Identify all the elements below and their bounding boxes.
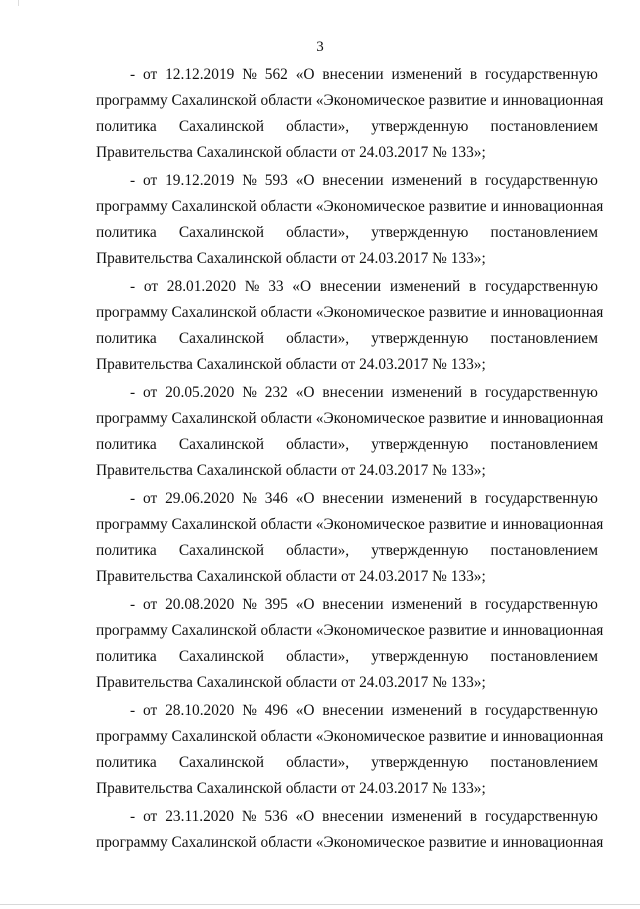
entry-government-line: Правительства Сахалинской области от 24.03.2017 № 133»; — [96, 674, 486, 691]
word: государственную — [484, 172, 598, 189]
word: - — [130, 490, 136, 507]
word: 593 — [264, 172, 288, 189]
word: постановлением — [490, 542, 598, 559]
word: 536 — [264, 808, 288, 825]
word: - — [130, 278, 136, 295]
word: внесении — [322, 66, 384, 83]
word: 562 — [264, 66, 288, 83]
entry-government-line: Правительства Сахалинской области от 24.03.2017 № 133»; — [96, 356, 486, 373]
word: политика — [96, 330, 157, 347]
word: № — [242, 490, 257, 507]
word: постановлением — [490, 754, 598, 771]
word: государственную — [484, 702, 598, 719]
word: Сахалинской — [178, 118, 264, 135]
word: 12.12.2019 — [165, 66, 235, 83]
entry-program-line: программу Сахалинской области «Экономическое развитие и инновационная — [96, 516, 604, 533]
word: в — [469, 384, 478, 401]
word: № — [244, 278, 260, 295]
entry-policy-line — [96, 644, 598, 670]
entry-policy-line — [96, 750, 598, 776]
word: изменений — [389, 278, 461, 295]
word: государственную — [485, 278, 598, 295]
entry-first-line — [96, 592, 598, 618]
word: «О — [295, 172, 315, 189]
word: от — [143, 808, 158, 825]
amendment-entry — [96, 592, 604, 696]
entry-first-line — [96, 380, 598, 406]
document-body — [96, 62, 604, 856]
word: № — [242, 384, 257, 401]
word: 23.11.2020 — [165, 808, 234, 825]
entry-first-line — [96, 168, 598, 194]
word: политика — [96, 224, 157, 241]
scan-artifact — [18, 0, 19, 6]
word: внесении — [322, 808, 384, 825]
word: постановлением — [490, 118, 598, 135]
amendment-entry — [96, 274, 604, 378]
word: постановлением — [490, 330, 598, 347]
word: политика — [96, 754, 157, 771]
word: изменений — [391, 66, 462, 83]
word: изменений — [391, 596, 462, 613]
entry-government-line: Правительства Сахалинской области от 24.03.2017 № 133»; — [96, 568, 486, 585]
word: 28.01.2020 — [166, 278, 237, 295]
word: в — [469, 596, 478, 613]
word: 346 — [264, 490, 288, 507]
word: области», — [286, 330, 350, 347]
entry-policy-line — [96, 114, 598, 140]
word: изменений — [391, 490, 462, 507]
word: Сахалинской — [178, 648, 264, 665]
amendment-entry — [96, 698, 604, 802]
entry-policy-line — [96, 326, 598, 352]
word: - — [130, 702, 136, 719]
word: изменений — [391, 384, 462, 401]
word: 395 — [264, 596, 288, 613]
amendment-entry — [96, 804, 604, 856]
word: внесении — [322, 702, 384, 719]
word: Сахалинской — [178, 224, 264, 241]
entry-first-line — [96, 274, 598, 300]
word: № — [242, 172, 257, 189]
word: внесении — [322, 172, 384, 189]
word: внесении — [319, 278, 382, 295]
word: 232 — [264, 384, 288, 401]
word: внесении — [322, 384, 384, 401]
word: 29.06.2020 — [165, 490, 235, 507]
word: государственную — [484, 490, 598, 507]
entry-government-line: Правительства Сахалинской области от 24.03.2017 № 133»; — [96, 780, 486, 797]
word: - — [130, 808, 136, 825]
word: от — [143, 384, 158, 401]
word: утвержденную — [371, 754, 469, 771]
word: области», — [286, 648, 350, 665]
word: политика — [96, 648, 157, 665]
word: изменений — [391, 808, 462, 825]
word: № — [242, 702, 257, 719]
word: от — [143, 702, 158, 719]
amendment-entry — [96, 380, 604, 484]
word: Сахалинской — [178, 436, 264, 453]
page-number: 3 — [316, 39, 324, 55]
word: области», — [286, 436, 350, 453]
word: № — [241, 808, 257, 825]
entry-first-line — [96, 486, 598, 512]
entry-first-line — [96, 62, 598, 88]
word: утвержденную — [371, 436, 469, 453]
word: от — [143, 66, 158, 83]
word: государственную — [484, 384, 598, 401]
word: от — [143, 172, 158, 189]
word: изменений — [391, 702, 462, 719]
word: области», — [286, 224, 350, 241]
word: 20.08.2020 — [165, 596, 235, 613]
word: утвержденную — [371, 224, 469, 241]
word: «О — [295, 384, 315, 401]
word: области», — [286, 118, 350, 135]
word: «О — [295, 66, 315, 83]
entry-policy-line — [96, 538, 598, 564]
word: утвержденную — [371, 330, 469, 347]
word: 28.10.2020 — [165, 702, 235, 719]
entry-program-line: программу Сахалинской области «Экономическое развитие и инновационная — [96, 728, 604, 745]
entry-government-line: Правительства Сахалинской области от 24.03.2017 № 133»; — [96, 144, 486, 161]
word: 496 — [264, 702, 288, 719]
word: - — [130, 172, 136, 189]
word: постановлением — [490, 224, 598, 241]
entry-program-line: программу Сахалинской области «Экономическое развитие и инновационная — [96, 92, 604, 109]
word: в — [469, 66, 478, 83]
word: в — [469, 808, 478, 825]
entry-policy-line — [96, 432, 598, 458]
word: политика — [96, 118, 157, 135]
word: «О — [295, 702, 315, 719]
word: «О — [295, 808, 315, 825]
word: области», — [286, 754, 350, 771]
word: постановлением — [490, 648, 598, 665]
entry-policy-line — [96, 220, 598, 246]
amendment-entry — [96, 486, 604, 590]
word: утвержденную — [371, 542, 469, 559]
word: политика — [96, 542, 157, 559]
word: от — [143, 278, 159, 295]
word: Сахалинской — [178, 754, 264, 771]
word: «О — [295, 490, 315, 507]
entry-first-line — [96, 804, 598, 830]
word: 20.05.2020 — [165, 384, 235, 401]
word: политика — [96, 436, 157, 453]
word: - — [130, 384, 136, 401]
word: - — [130, 596, 136, 613]
word: от — [143, 490, 158, 507]
word: 33 — [268, 278, 284, 295]
word: Сахалинской — [178, 542, 264, 559]
scan-artifact — [0, 904, 640, 905]
entry-program-line: программу Сахалинской области «Экономическое развитие и инновационная — [96, 304, 604, 321]
word: 19.12.2019 — [165, 172, 235, 189]
word: внесении — [322, 596, 384, 613]
word: в — [469, 490, 478, 507]
entry-program-line: программу Сахалинской области «Экономическое развитие и инновационная — [96, 834, 604, 851]
entry-first-line — [96, 698, 598, 724]
word: от — [143, 596, 158, 613]
word: изменений — [391, 172, 462, 189]
word: внесении — [322, 490, 384, 507]
word: в — [469, 172, 478, 189]
word: области», — [286, 542, 350, 559]
word: «О — [292, 278, 312, 295]
word: в — [469, 702, 478, 719]
word: в — [469, 278, 477, 295]
entry-program-line: программу Сахалинской области «Экономическое развитие и инновационная — [96, 198, 604, 215]
entry-program-line: программу Сахалинской области «Экономическое развитие и инновационная — [96, 410, 604, 427]
word: № — [242, 66, 257, 83]
word: утвержденную — [371, 118, 469, 135]
entry-government-line: Правительства Сахалинской области от 24.03.2017 № 133»; — [96, 250, 486, 267]
entry-program-line: программу Сахалинской области «Экономическое развитие и инновационная — [96, 622, 604, 639]
word: «О — [295, 596, 315, 613]
word: утвержденную — [371, 648, 469, 665]
entry-government-line: Правительства Сахалинской области от 24.03.2017 № 133»; — [96, 462, 486, 479]
word: государственную — [484, 808, 598, 825]
word: государственную — [484, 66, 598, 83]
amendment-entry — [96, 62, 604, 166]
amendment-entry — [96, 168, 604, 272]
word: - — [130, 66, 136, 83]
word: государственную — [484, 596, 598, 613]
word: № — [242, 596, 257, 613]
word: постановлением — [490, 436, 598, 453]
word: Сахалинской — [178, 330, 264, 347]
